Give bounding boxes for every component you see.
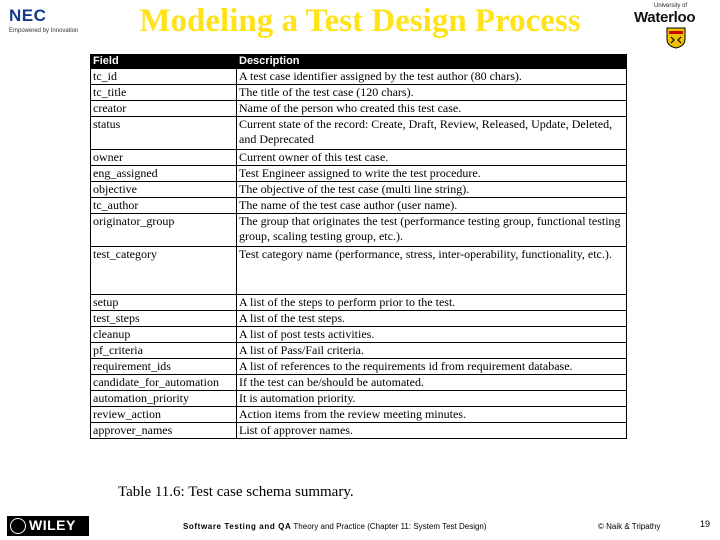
field-cell: candidate_for_automation xyxy=(91,375,237,391)
field-cell: originator_group xyxy=(91,214,237,247)
waterloo-small-text: University of xyxy=(654,3,688,9)
description-cell: Test category name (performance, stress, inter-operability, functionality, etc.). xyxy=(237,247,627,295)
description-cell: Current owner of this test case. xyxy=(237,150,627,166)
table-row xyxy=(91,311,627,327)
table-row xyxy=(91,166,627,182)
table-row xyxy=(91,117,627,150)
footer-book-title xyxy=(183,522,487,531)
wiley-emblem-icon xyxy=(10,518,26,534)
table-row xyxy=(91,407,627,423)
footer-book-bold: Software Testing and QA xyxy=(183,522,292,531)
field-cell: cleanup xyxy=(91,327,237,343)
field-cell: automation_priority xyxy=(91,391,237,407)
table-row xyxy=(91,295,627,311)
table-row xyxy=(91,85,627,101)
description-cell: A list of references to the requirements id from requirement database. xyxy=(237,359,627,375)
description-cell: The name of the test case author (user name). xyxy=(237,198,627,214)
table-row xyxy=(91,423,627,439)
description-cell: Name of the person who created this test case. xyxy=(237,101,627,117)
wiley-logo-text: WILEY xyxy=(29,517,76,533)
description-cell: A list of Pass/Fail criteria. xyxy=(237,343,627,359)
field-cell: eng_assigned xyxy=(91,166,237,182)
page-number: 19 xyxy=(700,519,711,529)
nec-tagline: Empowered by Innovation xyxy=(9,28,79,34)
description-cell: A list of post tests activities. xyxy=(237,327,627,343)
description-cell: The title of the test case (120 chars). xyxy=(237,85,627,101)
table-row xyxy=(91,343,627,359)
footer-book-rest: Theory and Practice (Chapter 11: System Test Design) xyxy=(291,522,487,531)
waterloo-logo xyxy=(632,3,716,49)
field-cell: tc_author xyxy=(91,198,237,214)
field-cell: setup xyxy=(91,295,237,311)
description-cell: A list of the test steps. xyxy=(237,311,627,327)
field-cell: status xyxy=(91,117,237,150)
description-cell: Test Engineer assigned to write the test procedure. xyxy=(237,166,627,182)
field-cell: review_action xyxy=(91,407,237,423)
slide-title: Modeling a Test Design Process xyxy=(139,3,581,39)
footer-copyright: © Naik & Tripathy xyxy=(598,522,661,531)
column-header-description: Description xyxy=(237,55,627,69)
table-row xyxy=(91,150,627,166)
description-cell: Action items from the review meeting minutes. xyxy=(237,407,627,423)
description-cell: A list of the steps to perform prior to the test. xyxy=(237,295,627,311)
nec-logo-text: NEC xyxy=(9,6,47,25)
field-cell: creator xyxy=(91,101,237,117)
field-cell: owner xyxy=(91,150,237,166)
table-row xyxy=(91,182,627,198)
table-row xyxy=(91,214,627,247)
table-row xyxy=(91,327,627,343)
table-row xyxy=(91,101,627,117)
description-cell: A test case identifier assigned by the test author (80 chars). xyxy=(237,69,627,85)
nec-logo xyxy=(9,6,99,38)
table-row xyxy=(91,198,627,214)
description-cell: The objective of the test case (multi line string). xyxy=(237,182,627,198)
field-cell: test_category xyxy=(91,247,237,295)
waterloo-big-text: Waterloo xyxy=(634,9,696,26)
description-cell: The group that originates the test (performance testing group, functional testing group, scaling testing group, etc.). xyxy=(237,214,627,247)
field-cell: tc_id xyxy=(91,69,237,85)
table-row xyxy=(91,359,627,375)
field-cell: tc_title xyxy=(91,85,237,101)
description-cell: If the test can be/should be automated. xyxy=(237,375,627,391)
crest-icon xyxy=(666,27,686,49)
wiley-logo xyxy=(7,516,89,536)
table-row xyxy=(91,391,627,407)
table-caption: Table 11.6: Test case schema summary. xyxy=(118,484,354,500)
description-cell: It is automation priority. xyxy=(237,391,627,407)
field-cell: approver_names xyxy=(91,423,237,439)
field-cell: pf_criteria xyxy=(91,343,237,359)
description-cell: List of approver names. xyxy=(237,423,627,439)
table-row xyxy=(91,247,627,295)
table-row xyxy=(91,375,627,391)
table-header-row xyxy=(91,55,627,69)
column-header-field: Field xyxy=(91,55,237,69)
table-row xyxy=(91,69,627,85)
field-cell: requirement_ids xyxy=(91,359,237,375)
field-cell: objective xyxy=(91,182,237,198)
field-cell: test_steps xyxy=(91,311,237,327)
description-cell: Current state of the record: Create, Draft, Review, Released, Update, Deleted, and Deprecated xyxy=(237,117,627,150)
schema-table xyxy=(90,54,627,439)
